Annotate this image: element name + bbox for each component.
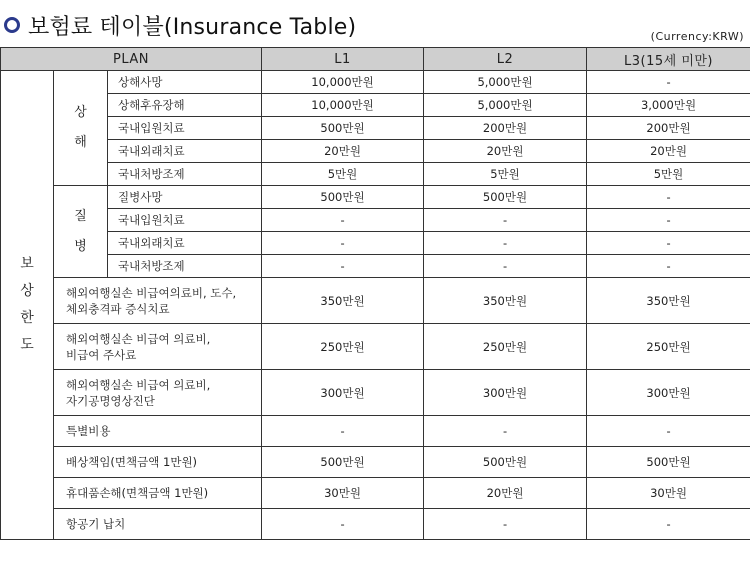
value-l3: 30만원 bbox=[587, 478, 750, 509]
value-l2: - bbox=[424, 232, 587, 255]
table-row bbox=[1, 232, 750, 255]
value-l2: 5,000만원 bbox=[424, 94, 587, 117]
value-l1: 250만원 bbox=[262, 324, 424, 370]
table-row bbox=[1, 209, 750, 232]
currency-note: (Currency:KRW) bbox=[650, 30, 744, 43]
value-l3: 200만원 bbox=[587, 117, 750, 140]
row-item: 국내입원치료 bbox=[108, 117, 262, 140]
value-l2: 200만원 bbox=[424, 117, 587, 140]
value-l3: 500만원 bbox=[587, 447, 750, 478]
value-l2: 500만원 bbox=[424, 186, 587, 209]
table-row bbox=[1, 186, 750, 209]
value-l1: 20만원 bbox=[262, 140, 424, 163]
page-title: 보험료 테이블(Insurance Table) bbox=[28, 14, 357, 40]
row-item: 해외여행실손 비급여의료비, 도수, 체외충격파 증식치료 bbox=[54, 278, 262, 324]
table-row bbox=[1, 71, 750, 94]
value-l1: 10,000만원 bbox=[262, 94, 424, 117]
table-header-row bbox=[1, 48, 750, 71]
value-l3: 250만원 bbox=[587, 324, 750, 370]
title-row bbox=[4, 10, 356, 40]
table-row bbox=[1, 447, 750, 478]
value-l3: - bbox=[587, 71, 750, 94]
table-row bbox=[1, 94, 750, 117]
value-l2: 250만원 bbox=[424, 324, 587, 370]
value-l1: - bbox=[262, 255, 424, 278]
value-l1: 300만원 bbox=[262, 370, 424, 416]
disease-group-label: 질 병 bbox=[54, 186, 108, 278]
header-plan: PLAN bbox=[1, 48, 262, 71]
row-item: 질병사망 bbox=[108, 186, 262, 209]
value-l2: 5만원 bbox=[424, 163, 587, 186]
table-row bbox=[1, 509, 750, 540]
value-l3: 300만원 bbox=[587, 370, 750, 416]
value-l3: - bbox=[587, 186, 750, 209]
header-l1: L1 bbox=[262, 48, 424, 71]
value-l2: 350만원 bbox=[424, 278, 587, 324]
table-row bbox=[1, 163, 750, 186]
value-l1: - bbox=[262, 232, 424, 255]
value-l3: 350만원 bbox=[587, 278, 750, 324]
row-item: 국내처방조제 bbox=[108, 163, 262, 186]
value-l3: - bbox=[587, 416, 750, 447]
table-row bbox=[1, 478, 750, 509]
row-item: 휴대품손해(면책금액 1만원) bbox=[54, 478, 262, 509]
value-l2: 300만원 bbox=[424, 370, 587, 416]
value-l2: - bbox=[424, 209, 587, 232]
value-l3: 5만원 bbox=[587, 163, 750, 186]
table-row bbox=[1, 255, 750, 278]
header-l2: L2 bbox=[424, 48, 587, 71]
row-item: 상해사망 bbox=[108, 71, 262, 94]
row-item: 국내입원치료 bbox=[108, 209, 262, 232]
row-item: 해외여행실손 비급여 의료비, 자기공명영상진단 bbox=[54, 370, 262, 416]
value-l3: - bbox=[587, 232, 750, 255]
value-l3: - bbox=[587, 255, 750, 278]
table-row bbox=[1, 324, 750, 370]
table-row bbox=[1, 278, 750, 324]
circle-bullet-icon bbox=[4, 17, 20, 33]
value-l3: - bbox=[587, 209, 750, 232]
coverage-limit-label: 보 상 한 도 bbox=[1, 71, 54, 540]
value-l3: 20만원 bbox=[587, 140, 750, 163]
value-l1: - bbox=[262, 509, 424, 540]
value-l1: - bbox=[262, 209, 424, 232]
row-item: 배상책임(면책금액 1만원) bbox=[54, 447, 262, 478]
value-l1: 500만원 bbox=[262, 117, 424, 140]
value-l1: 350만원 bbox=[262, 278, 424, 324]
row-item: 국내외래치료 bbox=[108, 140, 262, 163]
value-l1: 10,000만원 bbox=[262, 71, 424, 94]
row-item: 상해후유장해 bbox=[108, 94, 262, 117]
value-l1: 5만원 bbox=[262, 163, 424, 186]
value-l1: - bbox=[262, 416, 424, 447]
value-l1: 500만원 bbox=[262, 186, 424, 209]
injury-group-label: 상 해 bbox=[54, 71, 108, 186]
table-row bbox=[1, 370, 750, 416]
value-l3: - bbox=[587, 509, 750, 540]
value-l2: - bbox=[424, 509, 587, 540]
value-l2: - bbox=[424, 255, 587, 278]
insurance-table bbox=[0, 47, 750, 540]
table-row bbox=[1, 416, 750, 447]
value-l1: 500만원 bbox=[262, 447, 424, 478]
value-l2: - bbox=[424, 416, 587, 447]
value-l3: 3,000만원 bbox=[587, 94, 750, 117]
row-item: 국내외래치료 bbox=[108, 232, 262, 255]
value-l1: 30만원 bbox=[262, 478, 424, 509]
row-item: 특별비용 bbox=[54, 416, 262, 447]
value-l2: 500만원 bbox=[424, 447, 587, 478]
value-l2: 20만원 bbox=[424, 478, 587, 509]
row-item: 국내처방조제 bbox=[108, 255, 262, 278]
table-row bbox=[1, 117, 750, 140]
row-item: 항공기 납치 bbox=[54, 509, 262, 540]
value-l2: 20만원 bbox=[424, 140, 587, 163]
row-item: 해외여행실손 비급여 의료비, 비급여 주사료 bbox=[54, 324, 262, 370]
header-l3: L3(15세 미만) bbox=[587, 48, 750, 71]
table-row bbox=[1, 140, 750, 163]
value-l2: 5,000만원 bbox=[424, 71, 587, 94]
